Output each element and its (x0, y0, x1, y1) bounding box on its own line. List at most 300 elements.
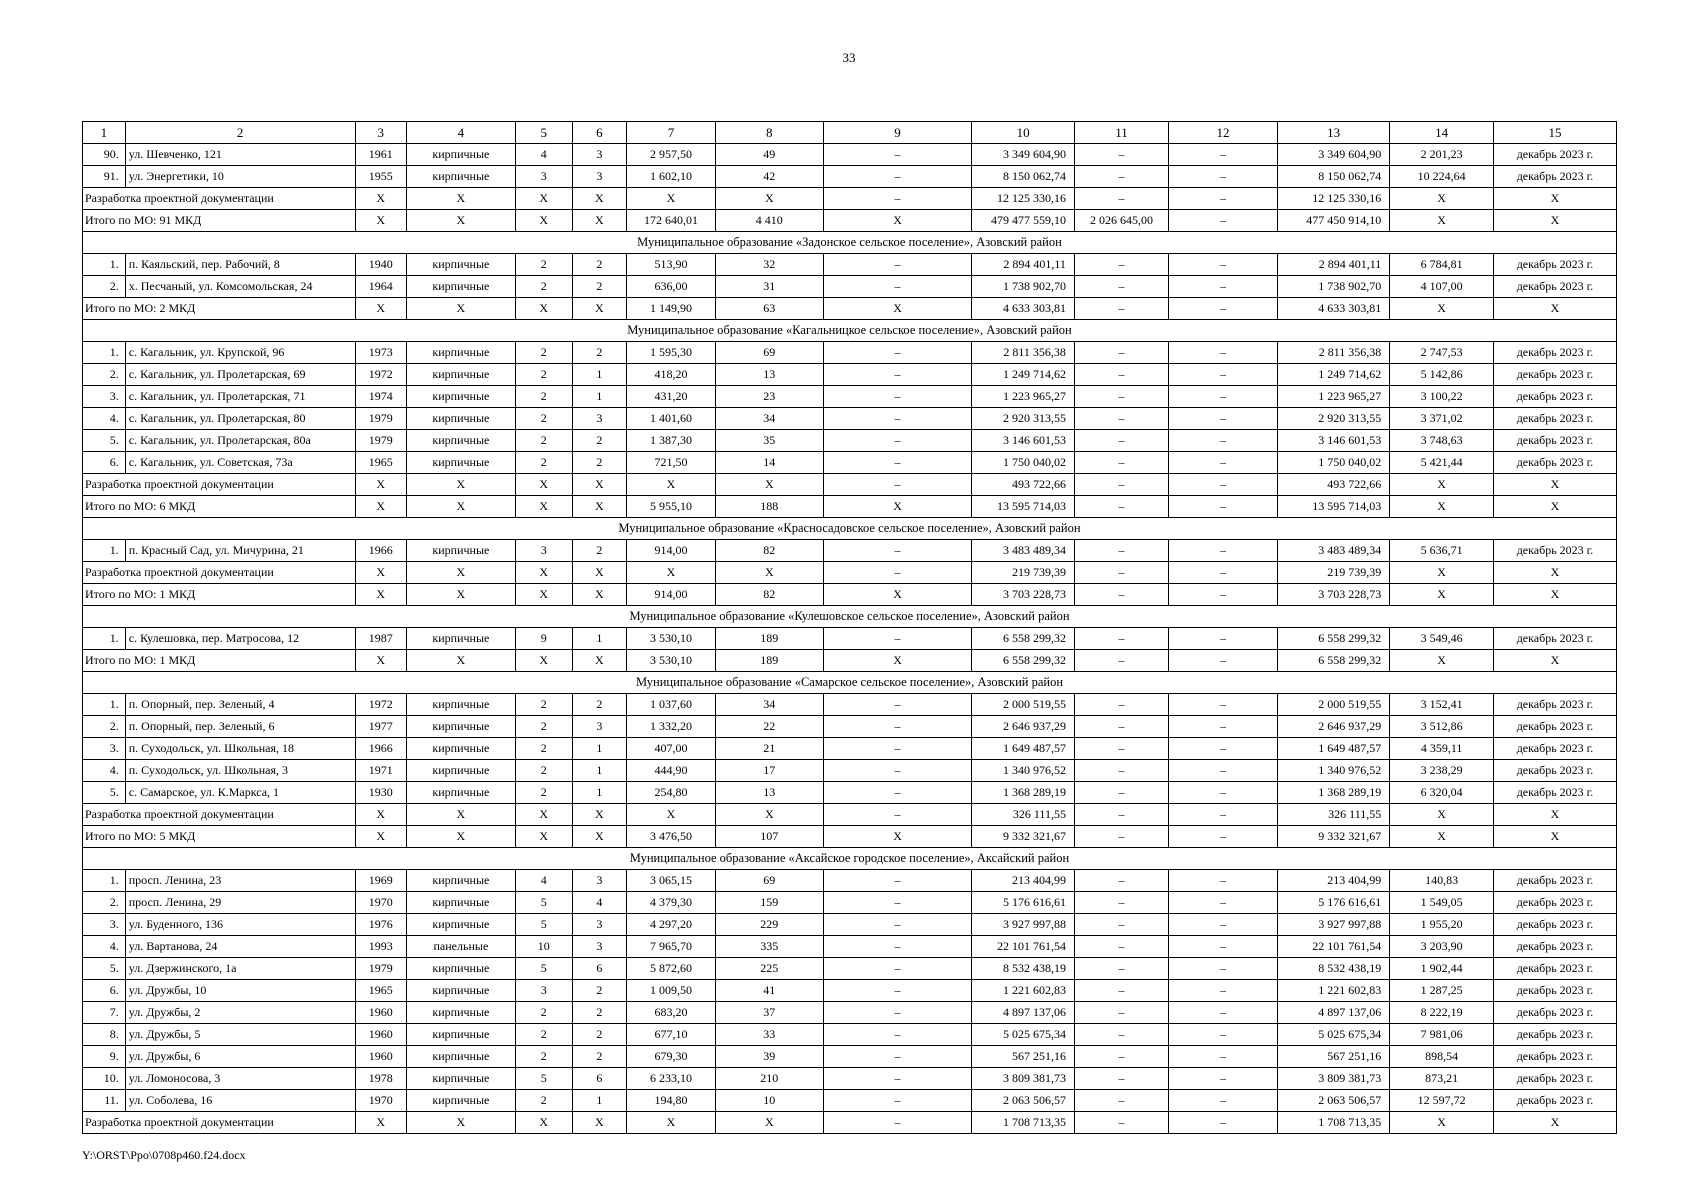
table-cell: – (1074, 738, 1168, 760)
summary-cell: X (515, 474, 572, 496)
table-cell: 2 747,53 (1390, 342, 1494, 364)
table-cell: 1 037,60 (627, 694, 716, 716)
table-cell: 1 387,30 (627, 430, 716, 452)
table-cell: – (823, 782, 972, 804)
summary-cell: X (1390, 826, 1494, 848)
table-cell: 1971 (355, 760, 406, 782)
table-row (83, 430, 1617, 452)
table-cell: 1930 (355, 782, 406, 804)
table-cell: 721,50 (627, 452, 716, 474)
table-row (83, 716, 1617, 738)
table-cell: 22 (715, 716, 823, 738)
table-cell: 3. (83, 738, 126, 760)
table-cell: 1979 (355, 408, 406, 430)
table-cell: 1960 (355, 1002, 406, 1024)
summary-row (83, 584, 1617, 606)
table-cell: 11. (83, 1090, 126, 1112)
table-cell: кирпичные (406, 694, 515, 716)
table-cell: 2 957,50 (627, 144, 716, 166)
table-row (83, 452, 1617, 474)
summary-cell: X (355, 826, 406, 848)
table-cell: 210 (715, 1068, 823, 1090)
footer-file-path: Y:\ORST\Ppo\0708p460.f24.docx (82, 1148, 246, 1162)
table-cell: с. Кагальник, ул. Пролетарская, 69 (125, 364, 355, 386)
table-cell: 2 (572, 430, 627, 452)
table-cell: 3 146 601,53 (1278, 430, 1390, 452)
table-cell: 5 176 616,61 (972, 892, 1075, 914)
table-cell: – (1074, 144, 1168, 166)
table-row (83, 276, 1617, 298)
table-cell: – (823, 870, 972, 892)
summary-label: Итого по МО: 2 МКД (83, 298, 356, 320)
summary-cell: X (572, 562, 627, 584)
summary-cell: X (572, 188, 627, 210)
summary-cell: 326 111,55 (972, 804, 1075, 826)
table-cell: кирпичные (406, 540, 515, 562)
table-cell: 2 (515, 1046, 572, 1068)
table-cell: декабрь 2023 г. (1493, 892, 1616, 914)
summary-cell: – (1074, 562, 1168, 584)
table-cell: 4 297,20 (627, 914, 716, 936)
table-cell: 5 (515, 1068, 572, 1090)
table-cell: 567 251,16 (1278, 1046, 1390, 1068)
summary-cell: 9 332 321,67 (1278, 826, 1390, 848)
table-cell: 1. (83, 342, 126, 364)
table-cell: 6 784,81 (1390, 254, 1494, 276)
summary-cell: X (355, 562, 406, 584)
summary-cell: X (1390, 210, 1494, 232)
table-cell: 407,00 (627, 738, 716, 760)
table-cell: 3 483 489,34 (1278, 540, 1390, 562)
municipality-title: Муниципальное образование «Кулешовское сельское поселение», Азовский район (83, 606, 1617, 628)
table-cell: декабрь 2023 г. (1493, 540, 1616, 562)
table-cell: 1 249 714,62 (972, 364, 1075, 386)
table-cell: ул. Дружбы, 5 (125, 1024, 355, 1046)
summary-row (83, 474, 1617, 496)
summary-cell: X (627, 1112, 716, 1134)
table-cell: декабрь 2023 г. (1493, 914, 1616, 936)
table-cell: 10 (515, 936, 572, 958)
table-cell: декабрь 2023 г. (1493, 1046, 1616, 1068)
table-cell: декабрь 2023 г. (1493, 276, 1616, 298)
table-cell: – (1169, 408, 1278, 430)
table-cell: 1 223 965,27 (972, 386, 1075, 408)
table-cell: 418,20 (627, 364, 716, 386)
table-cell: 6 (572, 958, 627, 980)
table-cell: 1 401,60 (627, 408, 716, 430)
table-cell: 2 (515, 1024, 572, 1046)
table-cell: – (1169, 914, 1278, 936)
summary-cell: 82 (715, 584, 823, 606)
table-cell: 7 965,70 (627, 936, 716, 958)
summary-cell: X (406, 474, 515, 496)
table-cell: – (1169, 430, 1278, 452)
table-cell: 1973 (355, 342, 406, 364)
column-number-header: 2 (125, 122, 355, 144)
summary-cell: X (715, 1112, 823, 1134)
table-cell: 3 (515, 980, 572, 1002)
column-number-header: 7 (627, 122, 716, 144)
table-cell: 2 920 313,55 (972, 408, 1075, 430)
table-cell: 9 (515, 628, 572, 650)
summary-cell: 326 111,55 (1278, 804, 1390, 826)
table-cell: 2 811 356,38 (972, 342, 1075, 364)
table-cell: 4 359,11 (1390, 738, 1494, 760)
table-cell: 13 (715, 364, 823, 386)
summary-cell: X (572, 496, 627, 518)
table-cell: – (823, 628, 972, 650)
table-cell: 1 368 289,19 (1278, 782, 1390, 804)
summary-cell: X (627, 562, 716, 584)
summary-cell: X (823, 826, 972, 848)
summary-cell: X (515, 1112, 572, 1134)
summary-row (83, 210, 1617, 232)
summary-cell: X (515, 188, 572, 210)
table-cell: кирпичные (406, 364, 515, 386)
table-row (83, 782, 1617, 804)
table-cell: 2 894 401,11 (972, 254, 1075, 276)
table-cell: 3 (572, 144, 627, 166)
summary-cell: X (355, 474, 406, 496)
summary-row (83, 562, 1617, 584)
table-cell: 4 107,00 (1390, 276, 1494, 298)
summary-cell: 3 476,50 (627, 826, 716, 848)
column-number-header: 8 (715, 122, 823, 144)
column-number-header: 1 (83, 122, 126, 144)
table-cell: 2. (83, 892, 126, 914)
table-cell: – (1074, 430, 1168, 452)
table-cell: 3 (572, 408, 627, 430)
table-cell: кирпичные (406, 914, 515, 936)
summary-cell: – (1169, 298, 1278, 320)
table-cell: 2 (572, 1024, 627, 1046)
table-cell: 3 (572, 936, 627, 958)
table-cell: 2 (572, 342, 627, 364)
column-number-header: 12 (1169, 122, 1278, 144)
summary-cell: – (823, 1112, 972, 1134)
table-cell: – (823, 760, 972, 782)
table-cell: 898,54 (1390, 1046, 1494, 1068)
table-cell: – (1074, 694, 1168, 716)
table-cell: ул. Дружбы, 6 (125, 1046, 355, 1068)
table-cell: 1966 (355, 738, 406, 760)
table-cell: 7 981,06 (1390, 1024, 1494, 1046)
table-cell: п. Суходольск, ул. Школьная, 18 (125, 738, 355, 760)
table-cell: декабрь 2023 г. (1493, 782, 1616, 804)
table-cell: 1 649 487,57 (1278, 738, 1390, 760)
table-cell: 3 512,86 (1390, 716, 1494, 738)
summary-cell: X (572, 804, 627, 826)
table-cell: 3 927 997,88 (972, 914, 1075, 936)
summary-cell: 219 739,39 (972, 562, 1075, 584)
summary-cell: – (1074, 826, 1168, 848)
table-cell: – (1169, 1068, 1278, 1090)
table-cell: 4 (515, 144, 572, 166)
table-cell: кирпичные (406, 386, 515, 408)
table-cell: – (1169, 254, 1278, 276)
table-cell: 22 101 761,54 (1278, 936, 1390, 958)
table-cell: 431,20 (627, 386, 716, 408)
table-cell: 2 (572, 276, 627, 298)
table-row (83, 166, 1617, 188)
table-cell: 1978 (355, 1068, 406, 1090)
summary-row (83, 650, 1617, 672)
table-cell: кирпичные (406, 276, 515, 298)
table-cell: декабрь 2023 г. (1493, 870, 1616, 892)
column-number-header: 6 (572, 122, 627, 144)
table-cell: 10 (715, 1090, 823, 1112)
summary-cell: 2 026 645,00 (1074, 210, 1168, 232)
table-cell: 23 (715, 386, 823, 408)
table-cell: 82 (715, 540, 823, 562)
summary-cell: X (1493, 562, 1616, 584)
table-cell: декабрь 2023 г. (1493, 342, 1616, 364)
table-cell: 2 (515, 1002, 572, 1024)
table-cell: 5 025 675,34 (972, 1024, 1075, 1046)
column-number-header: 9 (823, 122, 972, 144)
table-cell: кирпичные (406, 870, 515, 892)
table-cell: – (823, 980, 972, 1002)
summary-cell: X (715, 188, 823, 210)
table-cell: 140,83 (1390, 870, 1494, 892)
summary-cell: X (515, 496, 572, 518)
table-cell: кирпичные (406, 716, 515, 738)
summary-cell: 4 633 303,81 (1278, 298, 1390, 320)
table-cell: – (1169, 870, 1278, 892)
table-cell: ул. Вартанова, 24 (125, 936, 355, 958)
summary-cell: X (406, 210, 515, 232)
table-cell: 3 146 601,53 (972, 430, 1075, 452)
table-cell: – (823, 914, 972, 936)
column-number-header: 3 (355, 122, 406, 144)
table-cell: 2 894 401,11 (1278, 254, 1390, 276)
table-cell: 49 (715, 144, 823, 166)
table-cell: 3 100,22 (1390, 386, 1494, 408)
table-cell: 4 (515, 870, 572, 892)
summary-cell: X (1493, 298, 1616, 320)
table-cell: 1964 (355, 276, 406, 298)
table-cell: – (1169, 386, 1278, 408)
summary-cell: 6 558 299,32 (972, 650, 1075, 672)
table-cell: 1 368 289,19 (972, 782, 1075, 804)
table-cell: кирпичные (406, 738, 515, 760)
table-cell: – (1169, 738, 1278, 760)
table-cell: 12 597,72 (1390, 1090, 1494, 1112)
table-cell: 679,30 (627, 1046, 716, 1068)
table-cell: 33 (715, 1024, 823, 1046)
table-cell: 225 (715, 958, 823, 980)
table-cell: – (823, 716, 972, 738)
table-cell: 1 287,25 (1390, 980, 1494, 1002)
table-cell: 2 646 937,29 (972, 716, 1075, 738)
table-cell: 2 (515, 760, 572, 782)
table-cell: п. Красный Сад, ул. Мичурина, 21 (125, 540, 355, 562)
table-cell: – (1074, 716, 1168, 738)
table-cell: с. Кагальник, ул. Пролетарская, 80а (125, 430, 355, 452)
summary-cell: X (627, 804, 716, 826)
summary-cell: X (1390, 188, 1494, 210)
summary-cell: X (823, 496, 972, 518)
summary-cell: X (515, 826, 572, 848)
summary-cell: X (823, 298, 972, 320)
summary-cell: X (715, 804, 823, 826)
table-cell: декабрь 2023 г. (1493, 958, 1616, 980)
table-cell: 10 224,64 (1390, 166, 1494, 188)
table-cell: – (1169, 1090, 1278, 1112)
summary-cell: X (406, 1112, 515, 1134)
table-cell: 2 (515, 276, 572, 298)
summary-cell: 12 125 330,16 (972, 188, 1075, 210)
table-row (83, 342, 1617, 364)
table-cell: 2 (572, 1046, 627, 1068)
table-cell: – (823, 386, 972, 408)
table-cell: – (1074, 1024, 1168, 1046)
summary-cell: 479 477 559,10 (972, 210, 1075, 232)
summary-cell: X (1390, 584, 1494, 606)
table-cell: – (1074, 386, 1168, 408)
column-number-header: 10 (972, 122, 1075, 144)
table-cell: – (1169, 342, 1278, 364)
table-cell: 1 750 040,02 (972, 452, 1075, 474)
column-number-header: 5 (515, 122, 572, 144)
table-cell: п. Суходольск, ул. Школьная, 3 (125, 760, 355, 782)
table-row (83, 914, 1617, 936)
summary-cell: – (1169, 826, 1278, 848)
table-cell: 1940 (355, 254, 406, 276)
table-cell: декабрь 2023 г. (1493, 144, 1616, 166)
table-cell: кирпичные (406, 1024, 515, 1046)
table-cell: с. Кагальник, ул. Пролетарская, 71 (125, 386, 355, 408)
table-cell: 2 063 506,57 (1278, 1090, 1390, 1112)
summary-cell: 5 955,10 (627, 496, 716, 518)
table-cell: 1 602,10 (627, 166, 716, 188)
table-cell: 5 025 675,34 (1278, 1024, 1390, 1046)
table-cell: 1. (83, 870, 126, 892)
table-cell: – (1074, 342, 1168, 364)
summary-cell: 6 558 299,32 (1278, 650, 1390, 672)
summary-cell: X (823, 584, 972, 606)
summary-label: Разработка проектной документации (83, 804, 356, 826)
table-cell: 69 (715, 342, 823, 364)
table-cell: с. Кулешовка, пер. Матросова, 12 (125, 628, 355, 650)
summary-cell: X (627, 474, 716, 496)
table-cell: кирпичные (406, 760, 515, 782)
table-cell: 2. (83, 364, 126, 386)
summary-cell: X (355, 298, 406, 320)
table-cell: 3 483 489,34 (972, 540, 1075, 562)
table-cell: ул. Ломоносова, 3 (125, 1068, 355, 1090)
table-cell: 1993 (355, 936, 406, 958)
table-cell: 1965 (355, 452, 406, 474)
table-cell: – (1169, 958, 1278, 980)
table-cell: 2 (572, 540, 627, 562)
table-row (83, 254, 1617, 276)
table-cell: декабрь 2023 г. (1493, 1068, 1616, 1090)
table-cell: – (823, 1046, 972, 1068)
summary-cell: X (355, 584, 406, 606)
table-cell: п. Опорный, пер. Зеленый, 6 (125, 716, 355, 738)
summary-cell: X (355, 1112, 406, 1134)
table-cell: 1 595,30 (627, 342, 716, 364)
table-cell: 8 150 062,74 (1278, 166, 1390, 188)
table-cell: 69 (715, 870, 823, 892)
table-cell: 3 927 997,88 (1278, 914, 1390, 936)
table-cell: 2 (572, 694, 627, 716)
table-cell: декабрь 2023 г. (1493, 408, 1616, 430)
table-cell: 1977 (355, 716, 406, 738)
table-row (83, 980, 1617, 1002)
summary-label: Разработка проектной документации (83, 188, 356, 210)
table-cell: декабрь 2023 г. (1493, 452, 1616, 474)
table-cell: 2 (515, 430, 572, 452)
summary-row (83, 804, 1617, 826)
table-cell: 3 349 604,90 (1278, 144, 1390, 166)
table-cell: 213 404,99 (972, 870, 1075, 892)
table-cell: декабрь 2023 г. (1493, 430, 1616, 452)
table-cell: кирпичные (406, 430, 515, 452)
summary-cell: X (715, 474, 823, 496)
summary-cell: X (1390, 496, 1494, 518)
table-cell: 32 (715, 254, 823, 276)
table-cell: 2 (515, 254, 572, 276)
table-cell: 3 203,90 (1390, 936, 1494, 958)
table-cell: – (823, 166, 972, 188)
summary-cell: X (572, 210, 627, 232)
table-cell: – (1074, 936, 1168, 958)
summary-cell: 189 (715, 650, 823, 672)
table-cell: – (1169, 936, 1278, 958)
table-cell: 1 (572, 738, 627, 760)
summary-cell: X (515, 298, 572, 320)
table-cell: ул. Буденного, 136 (125, 914, 355, 936)
summary-cell: X (572, 584, 627, 606)
table-cell: 5 872,60 (627, 958, 716, 980)
table-cell: декабрь 2023 г. (1493, 716, 1616, 738)
municipality-title: Муниципальное образование «Задонское сельское поселение», Азовский район (83, 232, 1617, 254)
summary-cell: – (1074, 584, 1168, 606)
summary-label: Разработка проектной документации (83, 474, 356, 496)
table-cell: – (1169, 166, 1278, 188)
summary-cell: X (515, 804, 572, 826)
table-cell: 2 (572, 980, 627, 1002)
table-cell: – (1074, 1068, 1168, 1090)
table-cell: 4 897 137,06 (972, 1002, 1075, 1024)
table-cell: 91. (83, 166, 126, 188)
table-cell: 35 (715, 430, 823, 452)
table-cell: 1. (83, 540, 126, 562)
table-cell: 1 332,20 (627, 716, 716, 738)
table-cell: 3 371,02 (1390, 408, 1494, 430)
table-cell: 3 (572, 870, 627, 892)
table-row (83, 738, 1617, 760)
table-cell: просп. Ленина, 29 (125, 892, 355, 914)
table-cell: декабрь 2023 г. (1493, 738, 1616, 760)
table-cell: 13 (715, 782, 823, 804)
summary-cell: – (1074, 298, 1168, 320)
table-cell: 2 (572, 254, 627, 276)
table-cell: – (1169, 716, 1278, 738)
table-cell: 5 176 616,61 (1278, 892, 1390, 914)
table-cell: декабрь 2023 г. (1493, 936, 1616, 958)
table-cell: 1966 (355, 540, 406, 562)
table-cell: кирпичные (406, 1002, 515, 1024)
table-cell: 3 (572, 914, 627, 936)
summary-cell: X (355, 650, 406, 672)
table-cell: – (1169, 276, 1278, 298)
summary-cell: 3 703 228,73 (1278, 584, 1390, 606)
table-cell: – (1074, 254, 1168, 276)
table-cell: декабрь 2023 г. (1493, 386, 1616, 408)
